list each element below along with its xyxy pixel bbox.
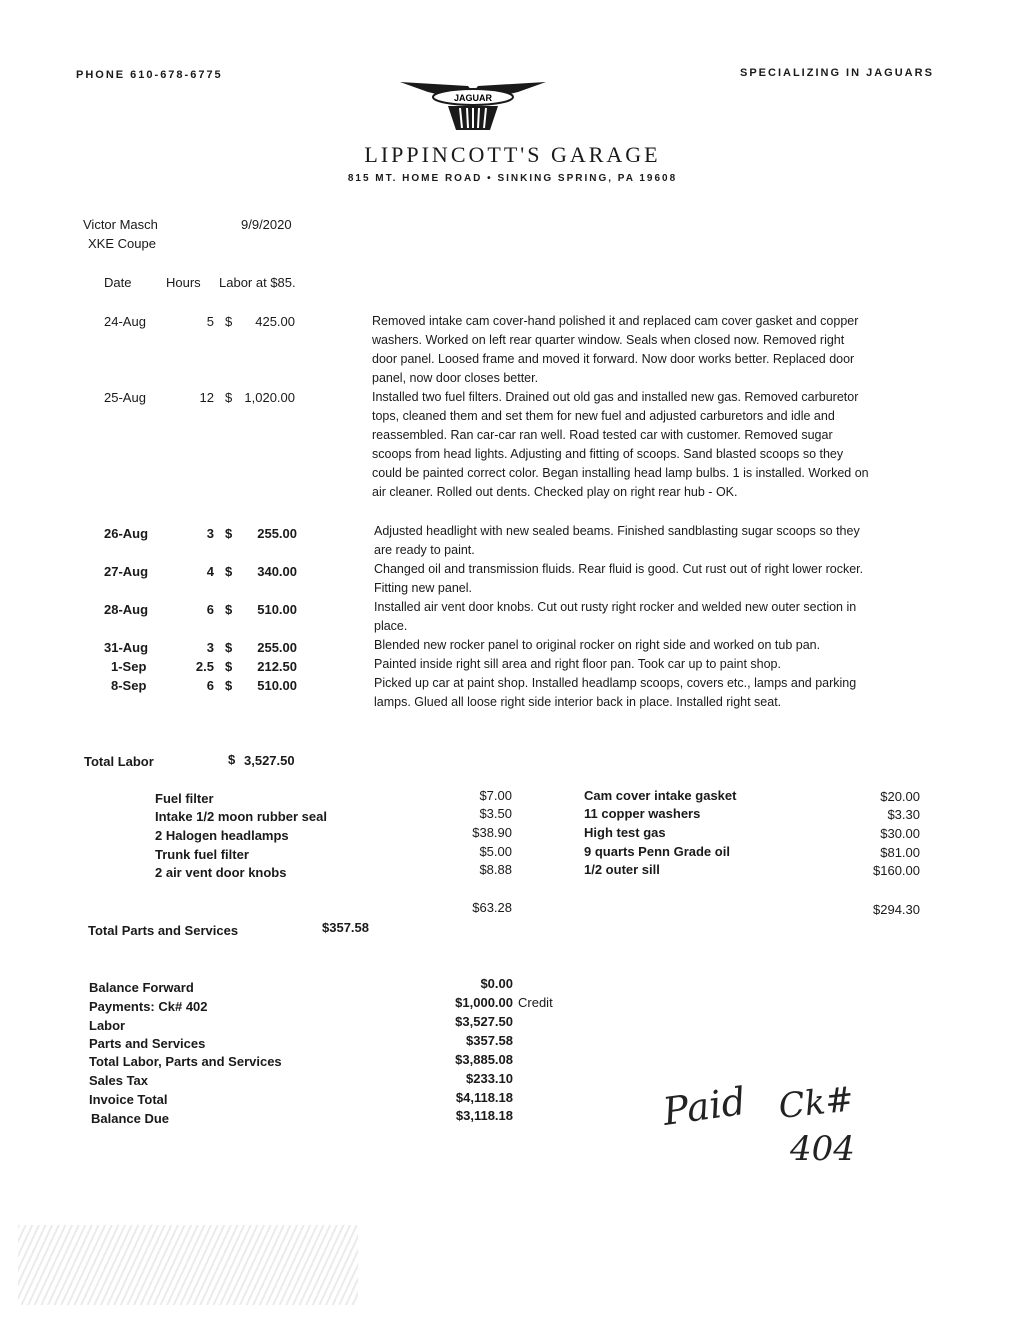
summary-label: Balance Forward [89, 980, 194, 995]
part-price: $81.00 [880, 845, 920, 860]
part-name: Fuel filter [155, 791, 214, 806]
handwritten-paid-note [655, 1080, 895, 1184]
summary-value: $3,527.50 [455, 1014, 513, 1029]
labor-date: 1-Sep [111, 659, 147, 674]
parts-left-subtotal: $63.28 [472, 900, 512, 915]
summary-value: $1,000.00 [455, 995, 513, 1010]
labor-hours: 3 [206, 526, 214, 541]
labor-currency: $ [225, 564, 233, 579]
summary-value: $357.58 [466, 1033, 513, 1048]
part-price: $160.00 [873, 863, 920, 878]
labor-currency: $ [225, 526, 233, 541]
labor-hours: 4 [206, 564, 214, 579]
labor-currency: $ [225, 659, 233, 674]
phone-number: PHONE 610-678-6775 [76, 69, 223, 81]
labor-description: Installed air vent door knobs. Cut out rusty right rocker and welded new outer section in place. [374, 600, 857, 633]
svg-text:404: 404 [790, 1129, 855, 1169]
labor-description: Painted inside right sill area and right floor pan. Took car up to paint shop. [374, 657, 781, 671]
total-labor-label: Total Labor [84, 754, 154, 769]
labor-hours: 2.5 [195, 659, 214, 674]
labor-currency: $ [225, 640, 233, 655]
total-parts-label: Total Parts and Services [88, 923, 239, 938]
col-header-date: Date [104, 275, 132, 290]
labor-currency: $ [225, 390, 233, 405]
part-name: High test gas [584, 825, 666, 840]
labor-date: 25-Aug [104, 390, 146, 405]
summary-value: $3,118.18 [455, 1108, 513, 1123]
labor-description: Adjusted headlight with new sealed beams. Finished sandblasting sugar scoops so they are ready to paint. [374, 524, 860, 557]
summary-label: Invoice Total [89, 1092, 168, 1107]
part-name: 11 copper washers [584, 806, 701, 821]
summary-label: Labor [89, 1018, 126, 1033]
scan-artifact [18, 1225, 358, 1305]
labor-date: 26-Aug [104, 526, 149, 541]
labor-hours: 5 [206, 314, 214, 329]
labor-date: 24-Aug [104, 314, 146, 329]
labor-currency: $ [225, 602, 233, 617]
labor-hours: 6 [206, 678, 214, 693]
labor-currency: $ [225, 314, 233, 329]
total-labor-currency: $ [228, 752, 236, 767]
labor-date: 27-Aug [104, 564, 149, 579]
labor-description: Installed two fuel filters. Drained out old gas and installed new gas. Removed carburetor tops, cleaned them and set them for new fuel and adjusted carburetors and idle and reassembled. Ran car-car ran well. Road tested car with customer. Removed sugar scoops from head lights. Adjusting and fitting of scoops. Sand blasted scoops so they could be painted correct color. Began installing head lamp bulbs. 1 is installed. Worked on air cleaner. Rolled out dents. Checked play on right rear hub - OK. [372, 390, 869, 499]
svg-text:Paid: Paid [660, 1080, 749, 1134]
labor-description: Removed intake cam cover-hand polished it and replaced cam cover gasket and copper washers. Worked on left rear quarter window. Seals when closed now. Removed right door panel. Loosed frame and moved it forward. Now door works better. Replaced door panel, now door closes better. [372, 314, 859, 385]
part-price: $5.00 [479, 844, 512, 859]
labor-amount: 212.50 [257, 659, 297, 674]
summary-value: $0.00 [480, 976, 513, 991]
svg-text:Ck#: Ck# [776, 1080, 856, 1127]
total-parts-value: $357.58 [322, 920, 369, 935]
part-price: $8.88 [479, 862, 512, 877]
part-name: Cam cover intake gasket [584, 788, 737, 803]
specialty-tagline: SPECIALIZING IN JAGUARS [740, 67, 934, 79]
business-address: 815 MT. HOME ROAD • SINKING SPRING, PA 19608 [347, 173, 678, 184]
labor-amount: 425.00 [255, 314, 295, 329]
labor-amount: 1,020.00 [244, 390, 295, 405]
summary-value: $4,118.18 [455, 1090, 513, 1105]
labor-hours: 3 [206, 640, 214, 655]
col-header-labor: Labor at $85. [219, 275, 296, 290]
summary-value: $233.10 [466, 1071, 513, 1086]
summary-label: Sales Tax [89, 1073, 149, 1088]
invoice-date: 9/9/2020 [241, 217, 292, 232]
labor-description: Blended new rocker panel to original rocker on right side and worked on tub pan. [374, 638, 821, 652]
part-price: $20.00 [880, 789, 920, 804]
total-labor-value: 3,527.50 [244, 753, 295, 768]
part-price: $3.30 [887, 807, 920, 822]
labor-date: 8-Sep [111, 678, 147, 693]
labor-currency: $ [225, 678, 233, 693]
labor-hours: 6 [206, 602, 214, 617]
summary-label: Payments: Ck# 402 [89, 999, 208, 1014]
labor-amount: 510.00 [257, 602, 297, 617]
summary-note: Credit [518, 995, 553, 1010]
part-price: $7.00 [479, 788, 512, 803]
labor-amount: 255.00 [257, 640, 297, 655]
summary-label: Total Labor, Parts and Services [89, 1054, 282, 1069]
summary-label: Parts and Services [89, 1036, 206, 1051]
part-name: Intake 1/2 moon rubber seal [155, 809, 327, 824]
business-name: LIPPINCOTT'S GARAGE [364, 142, 661, 167]
summary-value: $3,885.08 [455, 1052, 513, 1067]
labor-hours: 12 [199, 390, 214, 405]
labor-amount: 340.00 [257, 564, 297, 579]
part-price: $30.00 [880, 826, 920, 841]
part-name: 9 quarts Penn Grade oil [584, 844, 730, 859]
labor-amount: 255.00 [257, 526, 297, 541]
labor-description: Changed oil and transmission fluids. Rear fluid is good. Cut rust out of right lower rocker. Fitting new panel. [374, 562, 864, 595]
logo-text: JAGUAR [453, 93, 493, 103]
labor-date: 28-Aug [104, 602, 149, 617]
labor-description: Picked up car at paint shop. Installed headlamp scoops, covers etc., lamps and parking lamps. Glued all loose right side interior back in place. Installed right seat. [374, 676, 857, 709]
col-header-hours: Hours [166, 275, 201, 290]
part-price: $3.50 [479, 806, 512, 821]
labor-date: 31-Aug [104, 640, 149, 655]
jaguar-logo [398, 72, 548, 139]
part-name: 2 air vent door knobs [155, 865, 287, 880]
customer-name: Victor Masch [83, 217, 158, 232]
summary-label: Balance Due [91, 1111, 170, 1126]
labor-amount: 510.00 [257, 678, 297, 693]
parts-right-subtotal: $294.30 [873, 902, 920, 917]
part-name: 1/2 outer sill [584, 862, 660, 877]
part-price: $38.90 [472, 825, 512, 840]
vehicle-model: XKE Coupe [88, 236, 156, 251]
part-name: 2 Halogen headlamps [155, 828, 289, 843]
part-name: Trunk fuel filter [155, 847, 249, 862]
